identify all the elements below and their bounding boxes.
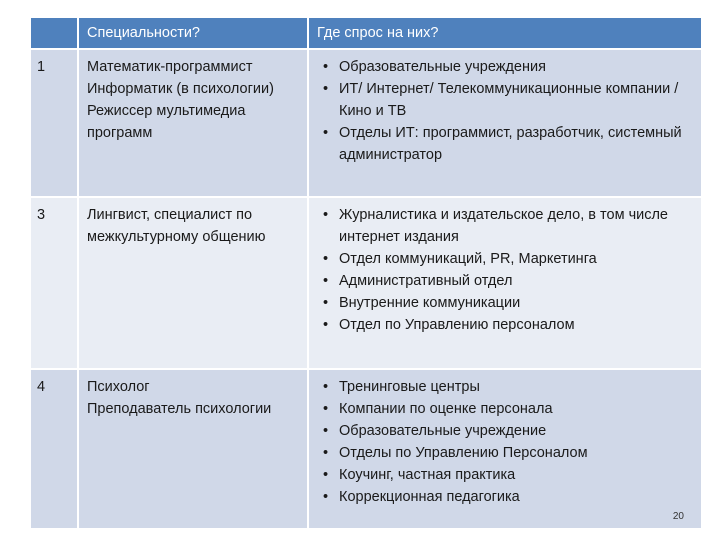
demand-item: • Административный отдел [317, 270, 693, 292]
specialty-text: Преподаватель психологии [87, 401, 272, 417]
specialty-text: Режиссер мультимедиа программ [87, 103, 246, 141]
table-row [31, 198, 701, 368]
table-row [31, 50, 701, 196]
demand-item: • Тренинговые центры [317, 376, 693, 398]
header-specialties: Специальности? [79, 18, 307, 48]
demand-item: • Коучинг, частная практика [317, 464, 693, 486]
specialty-text: Информатик (в психологии) [87, 81, 274, 97]
table-header-row [31, 18, 701, 48]
row-number: 1 [31, 50, 77, 196]
demand-item: • Образовательные учреждения [317, 56, 693, 78]
demand-item: • Внутренние коммуникации [317, 292, 693, 314]
demand-item: • ИТ/ Интернет/ Телекоммуникационные компании / Кино и ТВ [317, 78, 693, 122]
demand-item: • Коррекционная педагогика [317, 486, 693, 508]
demand-cell [309, 370, 701, 528]
specialties-table [31, 18, 701, 528]
demand-item: • Отделы ИТ: программист, разработчик, системный администратор [317, 122, 693, 166]
specialty-text: Психолог [87, 379, 150, 395]
specialty-text: Математик-программист [87, 59, 253, 75]
row-number: 4 [31, 370, 77, 528]
demand-cell [309, 50, 701, 196]
demand-list [317, 56, 693, 166]
page-number: 20 [672, 511, 684, 522]
demand-item: • Отдел по Управлению персоналом [317, 314, 693, 336]
table-row [31, 370, 701, 528]
specialties-cell [79, 50, 307, 196]
demand-list [317, 204, 693, 336]
specialty-text: Лингвист, специалист по межкультурному общению [87, 207, 266, 245]
demand-list [317, 376, 693, 508]
row-number: 3 [31, 198, 77, 368]
specialties-cell [79, 198, 307, 368]
demand-item: • Отделы по Управлению Персоналом [317, 442, 693, 464]
demand-item: • Журналистика и издательское дело, в том числе интернет издания [317, 204, 693, 248]
demand-item: • Образовательные учреждение [317, 420, 693, 442]
demand-item: • Отдел коммуникаций, PR, Маркетинга [317, 248, 693, 270]
header-demand: Где спрос на них? [309, 18, 701, 48]
specialties-cell [79, 370, 307, 528]
demand-item: • Компании по оценке персонала [317, 398, 693, 420]
demand-cell [309, 198, 701, 368]
header-number [31, 18, 77, 48]
